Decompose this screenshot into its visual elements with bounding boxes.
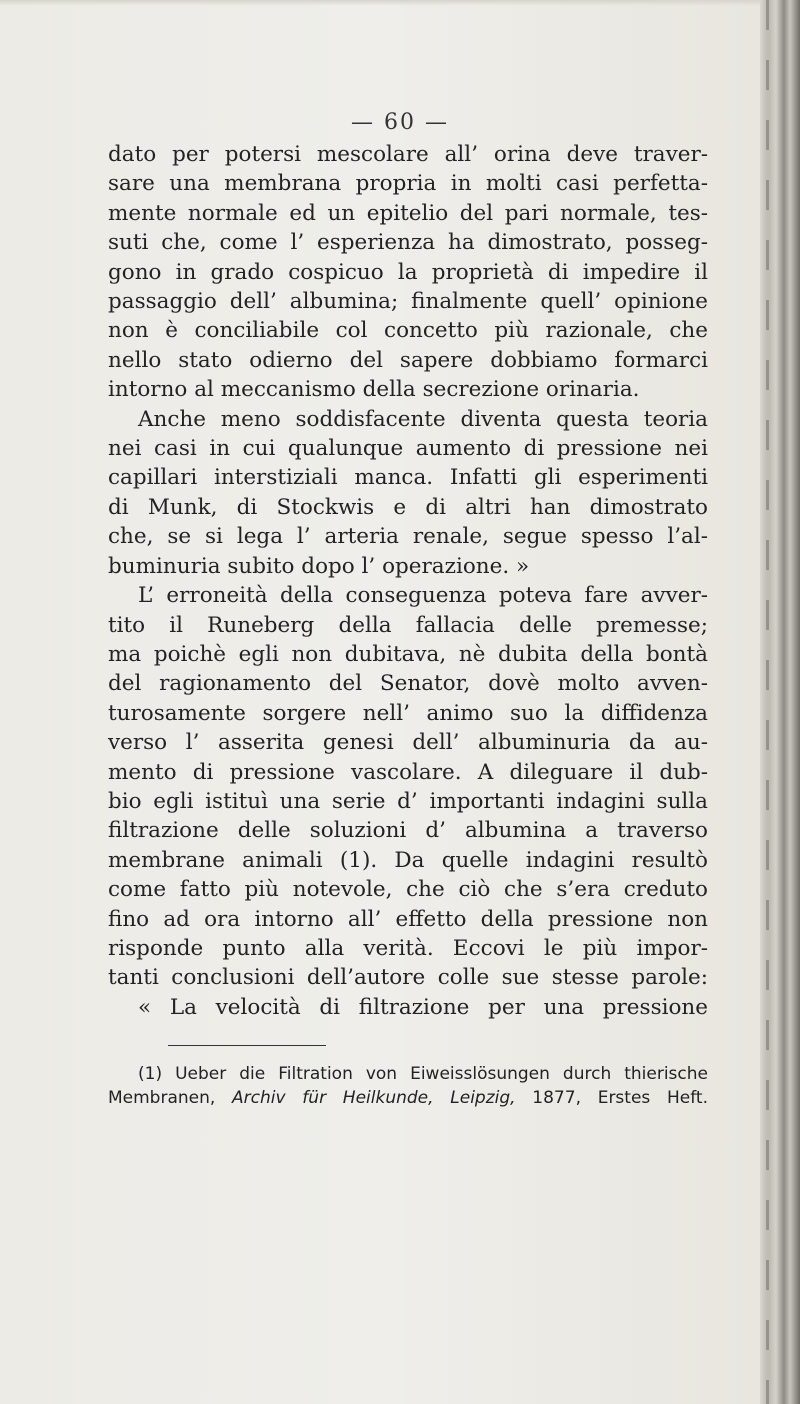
text-line: tanti conclusioni dell’autore colle sue stesse parole: xyxy=(108,965,708,991)
footnote-journal: Archiv für Heilkunde, Leipzig, xyxy=(232,1088,516,1108)
text-line: come fatto più notevole, che ciò che s’era creduto xyxy=(108,877,708,903)
footnote-text: Membranen, xyxy=(108,1088,233,1108)
text-line: capillari interstiziali manca. Infatti gli esperimenti xyxy=(108,465,708,491)
top-shadow xyxy=(0,0,800,6)
text-line: membrane animali (1). Da quelle indagini resultò xyxy=(108,847,708,873)
text-line: del ragionamento del Senator, dovè molto avven- xyxy=(108,671,708,697)
text-line: suti che, come l’ esperienza ha dimostrato, posseg- xyxy=(108,230,708,256)
text-line: « La velocità di filtrazione per una pressione xyxy=(138,994,708,1020)
text-line: passaggio dell’ albumina; finalmente quell’ opinione xyxy=(108,289,708,315)
text-line: turosamente sorgere nell’ animo suo la diffidenza xyxy=(108,700,708,726)
footnote-text: 1877, Erstes Heft. xyxy=(515,1088,709,1108)
text-line: buminuria subito dopo l’ operazione. » xyxy=(108,553,530,579)
text-line: che, se si lega l’ arteria renale, segue spesso l’al- xyxy=(108,524,708,550)
text-line: bio egli istituì una serie d’ importanti indagini sulla xyxy=(108,788,708,814)
text-line: fino ad ora intorno all’ effetto della pressione non xyxy=(108,906,708,932)
text-line: di Munk, di Stockwis e di altri han dimostrato xyxy=(108,494,708,520)
text-line: tito il Runeberg della fallacia delle premesse; xyxy=(108,612,708,638)
text-line: dato per potersi mescolare all’ orina deve traver- xyxy=(108,142,708,167)
text-line: nei casi in cui qualunque aumento di pressione nei xyxy=(108,436,708,462)
text-line: non è conciliabile col concetto più razionale, che xyxy=(108,318,708,344)
footnote-line xyxy=(108,1086,708,1110)
footnote-rule xyxy=(168,1045,326,1046)
page-number: — 60 — xyxy=(351,110,449,135)
text-line: sare una membrana propria in molti casi perfetta- xyxy=(108,171,708,197)
body-text xyxy=(108,140,708,1022)
page-edge xyxy=(760,0,800,1404)
text-line: mente normale ed un epitelio del pari normale, tes- xyxy=(108,200,708,226)
text-line: verso l’ asserita genesi dell’ albuminuria da au- xyxy=(108,730,708,756)
text-line: ma poichè egli non dubitava, nè dubita della bontà xyxy=(108,641,708,667)
text-line: risponde punto alla verità. Eccovi le più impor- xyxy=(108,935,708,961)
text-line: intorno al meccanismo della secrezione orinaria. xyxy=(108,377,640,403)
text-line: mento di pressione vascolare. A dileguare il dub- xyxy=(108,759,708,785)
text-line: nello stato odierno del sapere dobbiamo formarci xyxy=(108,347,708,373)
footnote xyxy=(108,1062,708,1110)
text-line: Anche meno soddisfacente diventa questa teoria xyxy=(138,406,708,432)
text-line: filtrazione delle soluzioni d’ albumina a traverso xyxy=(108,818,708,844)
footnote-line: (1) Ueber die Filtration von Eiweisslösungen durch thierische xyxy=(138,1064,708,1084)
text-line: L’ erroneità della conseguenza poteva fare avver- xyxy=(138,583,708,609)
text-line: gono in grado cospicuo la proprietà di impedire il xyxy=(108,259,708,285)
